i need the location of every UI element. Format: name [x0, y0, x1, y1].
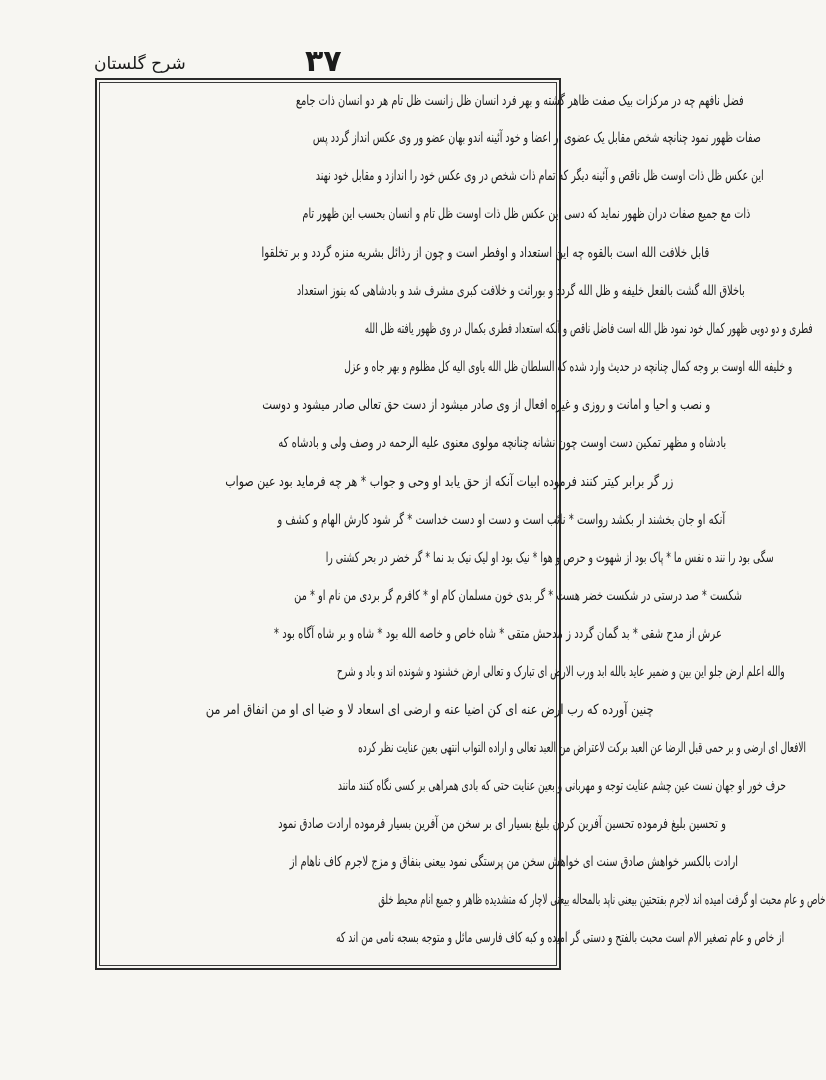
text-line: صفات ظهور نمود چنانچه شخص مقابل یک عضوی ار اعضا و خود آئینه اندو بهان عضو ور وی عکس انداز گردد پس: [312, 130, 761, 146]
text-line: این عکس ظل ذات اوست ظل ناقص و آئینه دیگر که تمام ذات شخص در وی عکس خود را اندازد و مقابل خود نهند: [315, 168, 764, 184]
text-line: و تحسین بلیغ فرموده تحسین آفرین کردن بلیغ بسیار ای بر سخن من آفرین بسیار فرموده ارادت صادق نمود: [278, 816, 726, 832]
text-line: شکست * صد درستی در شکست خضر هست * گر بدی خون مسلمان کام او * کافرم گر بردی من نام او * من: [294, 588, 743, 604]
text-line: ارادت بالکسر خواهش صادق سنت ای خواهش سخن من پرستگی نمود بیعنی بنفاق و مزج لاجرم کاف ناهام از: [289, 854, 738, 870]
text-line: خاص و عام محبت او گرفت امیده اند لاجرم بفتحتین بیعنی ناپد بالمحاله بیعنی لاچار که متشدیده ظاهر و جمیع انام محیط خلق: [378, 892, 826, 908]
text-line: بادشاه و مظهر تمکین دست اوست چون نشانه چنانچه مولوی معنوی علیه الرحمه در وصف ولی و بادشاه که: [278, 435, 727, 451]
text-line: فضل نافهم چه در مرکزات بیک صفت ظاهر گشته و بهر فرد انسان ظل زانست ظل تام هر دو انسان ذات جامع: [295, 93, 744, 109]
page-number: ۳۷: [305, 44, 342, 79]
running-title: شرح گلستان: [94, 54, 186, 74]
text-line: عرش از مدح شقی * بد گمان گردد ز مدحش متقی * شاه خاص و خاصه الله بود * شاه و بر شاه آگاه بود *: [273, 626, 722, 642]
text-line: آنکه او جان بخشند ار بکشد رواست * نائب است و دست او دست خداست * گر شود کارش الهام و کشف و: [277, 512, 726, 528]
text-line: باخلاق الله گشت بالفعل خلیفه و ظل الله گردد و بوراثت و خلافت کبری مشرف شد و بادشاهی که بنوز استعداد: [296, 283, 745, 299]
text-line: و خلیفه الله اوست بر وجه کمال چنانچه در حدیث وارد شده که السلطان ظل الله یاوی الیه کل مظلوم و بهر جاه و عزل: [344, 359, 793, 375]
text-line: حرف خور او جهان نست عین چشم عنایت توجه و مهربانی و بعین عنایت حتی که بادی همراهی بر کسی نگاه کنند مانند: [337, 778, 786, 794]
text-line: ذات مع جمیع صفات دران ظهور نماید که دسی این عکس ظل ذات اوست ظل تام و انسان بحسب این ظهور تام: [302, 206, 751, 222]
text-line: چنین آورده که رب ارض عنه ای کن اضیا عنه و ارضی ای اسعاد لا و ضیا ای او من انفاق امر من: [205, 702, 654, 718]
text-line: زر گر برابر کیتر کنند فرموده ابیات آنکه از حق یابد او وحی و جواب * هر چه فرماید بود عین صواب: [225, 474, 674, 490]
text-line: فطری و دو دویی ظهور کمال خود نمود ظل الله است فاضل ناقص و آنکه استعداد فطری بکمال در وی ظهور یافته ظل الله: [364, 321, 813, 337]
text-line: قابل خلافت الله است بالقوه چه این استعداد و اوفطر است و چون از رذائل بشریه منزه گردد و بر تخلقوا: [261, 245, 710, 261]
text-line: و نصب و احیا و امانت و روزی و غیره افعال از وی صادر میشود از دست حق تعالی صادر میشود و دوست: [262, 397, 711, 413]
text-line: سگی بود را نند ه نفس ما * پاک بود از شهوت و حرص و هوا * نیک بود او لیک نیک بد نما * گر خضر در بحر کشتی را: [325, 550, 774, 566]
text-line: الافعال ای ارضی و بر حمی قبل الرضا عن العبد برکت لاعتراض من العبد تعالی و اراده التواب انتهی بعین عنایت نظر کرده: [358, 740, 806, 756]
text-line: والله اعلم ارض جلو این بین و ضمیر عاید بالله ابد ورب الارض ای تبارک و تعالی ارض خشنود و شونده اند و باد و شرح: [336, 664, 785, 680]
text-line: از خاص و عام تصغیر الام است محبت بالفتح و دستی گر امیده و کبه کاف فارسی مائل و متوجه بسجه نامی من اند که: [335, 930, 785, 946]
text-block: [104, 86, 826, 964]
